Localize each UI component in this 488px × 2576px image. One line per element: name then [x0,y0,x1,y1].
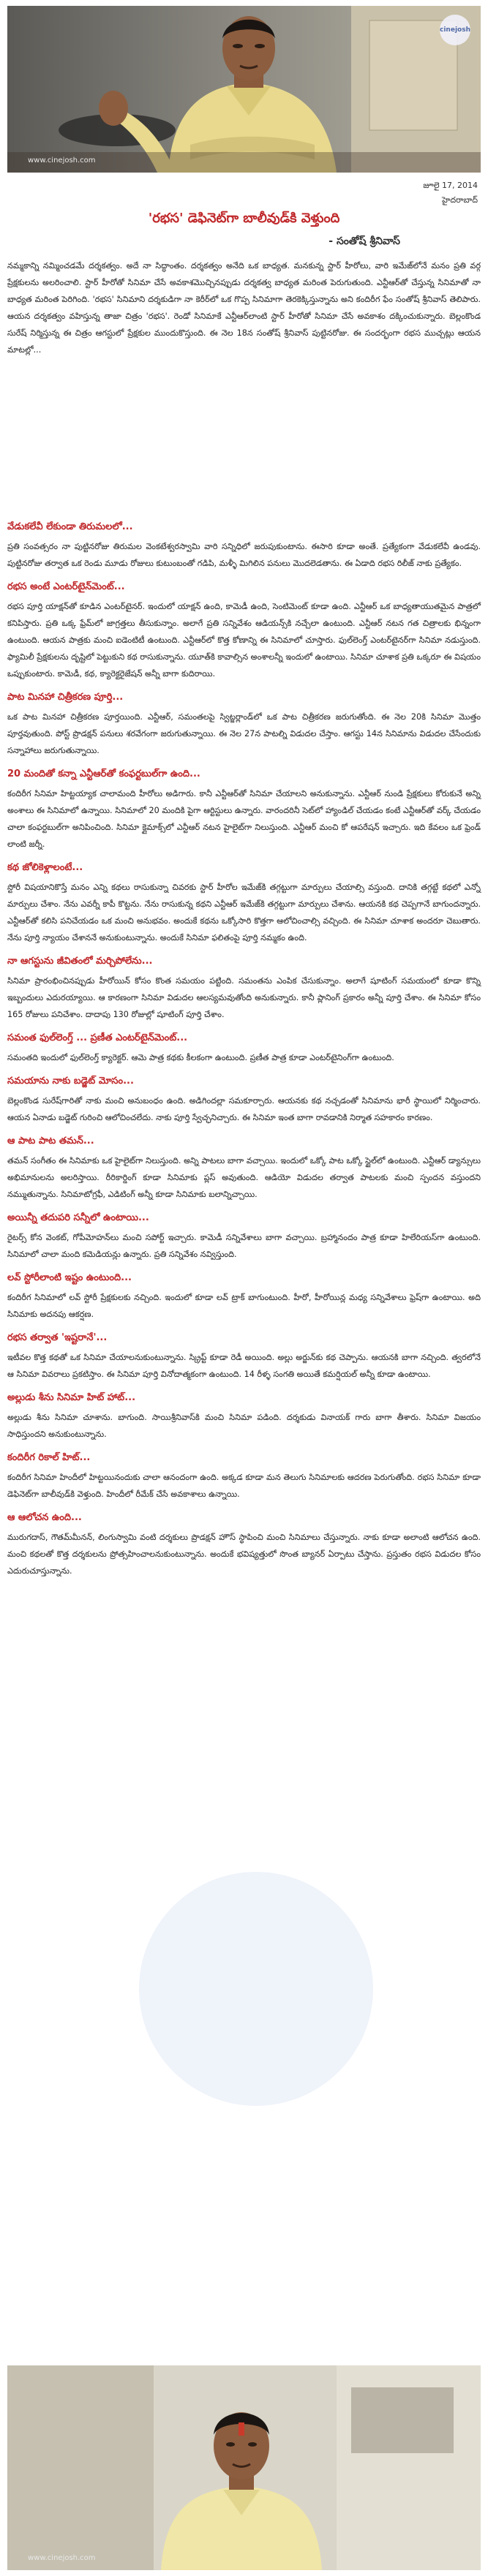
section-paragraph: తమన్ సంగీతం ఈ సినిమాకు ఒక హైలైట్‌గా నిలుస్తుంది. అన్ని పాటలు బాగా వచ్చాయి. ఇందులో ఒక్కో పాట ఒక్కో స్టైల్‌లో ఉంటుంది. ఎన్టీఆర్ డ్యాన్సులు అభిమానులను అలరిస్తాయి. రీరికార్డింగ్ కూడా సినిమాకు ప్లస్ అవుతుంది. ఆడియో విడుదల తర్వాత పాటలకు మంచి స్పందన వస్తుందని నమ్ముతున్నాను. సినిమాటోగ్రఫీ, ఎడిటింగ్ అన్నీ కూడా సినిమాకు బలాన్నిచ్చాయి. [7,1156,481,1199]
article-byline: - సంతోష్ శ్రీనివాస్ [329,235,400,247]
section-paragraph: రభస పూర్తి యాక్షన్‌తో కూడిన ఎంటర్‌టైనర్. ఇందులో యాక్షన్ ఉంది, కామెడీ ఉంది, సెంటిమెంట్ కూడా ఉంది. ఎన్టీఆర్ ఒక బాధ్యతాయుతమైన పాత్రలో కనిపిస్తారు. ప్రతి ఒక్క ఫ్రేమ్‌లో జాగ్రత్తలు తీసుకున్నాం. అలాగే ప్రతి సన్నివేశం ఆడియన్స్‌కి నచ్చేలా ఉంటుంది. ఎన్టీఆర్ నటన గత చిత్రాలకు భిన్నంగా ఉంటుంది. ఆయన పాత్రకు మంచి ఐడెంటిటీ ఉంటుంది. ఎన్టీఆర్‌లో కొత్త కోణాన్ని ఈ సినిమాలో చూస్తారు. ఫుల్‌లెంగ్త్ ఎంటర్‌టైనర్‌గా సినిమా నడుస్తుంది. ఫ్యామిలీ ప్రేక్షకులను దృష్టిలో పెట్టుకుని కథ రాసుకున్నాను. యూత్‌కి కావాల్సిన అంశాలన్నీ ఇందులో ఉంటాయి. సినిమా చూశాక ప్రతి ఒక్కరూ ఈ విషయం ఒప్పుకుంటారు. కామెడీ, కథ, క్యారెక్టరైజేషన్ అన్నీ బాగా కుదిరాయి. [7,602,481,679]
article-body [7,512,481,2490]
section-paragraph: స్టోరీ విషయానికొస్తే మనం ఎన్ని కథలు రాసుకున్నా చివరకు స్టార్ హీరోల ఇమేజ్‌కి తగ్గట్టుగా మార్పులు చేయాల్సి వస్తుంది. దానికి తగ్గట్టే కథలో ఎన్నో మార్పులు చేశాం. నేను ఎవర్నీ కాపీ కొట్టను. నేను రాసుకున్న కథని ఎన్టీఆర్ ఇమేజ్‌కి తగ్గట్టుగా మార్పులు చేశాను. ఆయనకి కథ చెప్పగానే బాగుందన్నారు. ఎన్టీఆర్‌తో కలిసి పనిచేయడం ఒక మంచి అనుభవం. అందుకే కథను ఒక్కోసారి కొత్తగా ఆలోచించాల్సి వచ్చింది. ఈ సినిమా చూశాక అందరూ చెబుతారు. నేను పూర్తి న్యాయం చేశాననే అనుకుంటున్నాను. అందుకే సినిమా ఫలితంపై పూర్తి నమ్మకం ఉంది. [7,883,481,943]
section-heading: సమంత ఫుల్‌లెంగ్త్ ... ప్రణీత ఎంటర్‌టైన్‌మెంట్... [7,1032,188,1043]
section-heading: రభస అంటే ఎంటర్‌టైన్‌మెంట్... [7,581,125,592]
section-paragraph: ఇటీవల కొత్త కథతో ఒక సినిమా చేయాలనుకుంటున్నాను. స్క్రిప్ట్ కూడా రెడీ అయింది. అల్లు అర్జున్‌కు కథ చెప్పాను. ఆయనకి బాగా నచ్చింది. త్వరలోనే ఆ సినిమా వివరాలు ప్రకటిస్తాం. ఈ సినిమా పూర్తి వినోదాత్మకంగా ఉంటుంది. 14 రీళ్ళ సంగతి అయితే కమర్షియల్ అన్నీ కూడా ఉంటాయి. [7,1353,481,1379]
director-photo-bottom-image [7,2365,481,2570]
section-heading: ఆ పాట పాట తమన్... [7,1136,94,1147]
section-paragraph: ఒక పాట మినహా చిత్రీకరణ పూర్తయింది. ఎన్టీఆర్, సమంతలపై స్విట్జర్లాండ్‌లో ఒక పాట చిత్రీకరణ జరుగుతోంది. ఈ నెల 20కి సినిమా మొత్తం పూర్తవుతుంది. పోస్ట్ ప్రొడక్షన్ పనులు శరవేగంగా జరుగుతున్నాయి. ఈ నెల 27న పాటల్ని విడుదల చేస్తాం. ఆగస్టు 14న సినిమాను విడుదల చేసేందుకు సన్నాహాలు జరుగుతున్నాయి. [7,712,481,755]
logo-mark-top [440,15,470,45]
section-heading: కందిరీగ రికాల్ హిట్... [7,1452,91,1463]
section-heading: రభస తర్వాత 'ఇష్టరానే'... [7,1332,108,1343]
section-paragraph: కందిరీగ సినిమా హిట్టయ్యాక చాలామంది హీరోలు అడిగారు. కానీ ఎన్టీఆర్‌తో సినిమా చేయాలని అనుకున్నాను. ఎన్టీఆర్ నుండి ప్రేక్షకులు కోరుకునే అన్ని అంశాలు ఈ సినిమాలో ఉన్నాయి. సినిమాలో 20 మందికి పైగా ఆర్టిస్టులు ఉన్నారు. వారందరినీ సెట్‌లో హ్యాండిల్ చేయడం కంటే ఎన్టీఆర్‌తో వర్క్ చేయడం చాలా కంఫర్టబుల్‌గా అనిపించింది. సినిమా క్లైమాక్స్‌లో ఎన్టీఆర్ నటన హైలైట్‌గా నిలుస్తుంది. ఎన్టీఆర్ మంచి కో ఆపరేషన్ ఇచ్చారు. ఇది కేవలం ఒక ఫ్రెండ్ లాంటి జర్నీ. [7,789,481,849]
section-heading: అల్లుడు శీను సినిమా హిట్ హాట్... [7,1392,136,1403]
date-place [423,178,478,208]
section-paragraph: సినిమా ప్రారంభించినప్పుడు హీరోయిన్‌ కోసం కొంత సమయం పట్టింది. సమంతను ఎంపిక చేసుకున్నాం. అలాగే షూటింగ్ సమయంలో కూడా కొన్ని ఇబ్బందులు ఎదురయ్యాయి. ఆ కారణంగా సినిమా విడుదల ఆలస్యమవుతోంది అనుకున్నారు. కానీ ప్లానింగ్ ప్రకారం అన్నీ పూర్తి చేశాం. ఈ సినిమా కోసం 165 రోజులు పనిచేశాం. దాదాపు 130 రోజుల్లో షూటింగ్ పూర్తి చేశాం. [7,976,481,1019]
section-paragraph: సమంతది ఇందులో ఫుల్‌లెంగ్త్ క్యారెక్టర్. ఆమె పాత్ర కథకు కీలకంగా ఉంటుంది. ప్రణీత పాత్ర కూడా ఎంటర్‌టైనింగ్‌గా ఉంటుంది. [7,1053,394,1062]
intro-paragraph: నమ్మకాన్ని నమ్మించడమే దర్శకత్వం. అదే నా సిద్ధాంతం. దర్శకత్వం అనేది ఒక బాధ్యత. మనకున్న స్టార్ హీరోలు, వారి ఇమేజ్‌లోనే మనం ప్రతి వర్గ ప్రేక్షకులను అలరించాలి. స్టార్ హీరోతో సినిమా చేసే అవకాశమొచ్చినప్పుడు దర్శకత్వ బాధ్యత మరింత పెరుగుతుంది. ఎన్టీఆర్‌తో చేస్తున్న సినిమాతో నా బాధ్యత మరింత పెరిగింది. 'రభస' సినిమాని దర్శకుడిగా నా కెరీర్‌లో ఒక గొప్ప సినిమాగా తెరకెక్కిస్తున్నాను అని కందిరీగ ఫేం సంతోష్ శ్రీనివాస్ తెలిపారు. ఆయన దర్శకత్వం వహిస్తున్న తాజా చిత్రం 'రభస'. రెండో సినిమాకే ఎన్టీఆర్‌లాంటి స్టార్ హీరోతో సినిమా చేసే అవకాశం దక్కించుకున్నారు. బెల్లంకొండ సురేష్ నిర్మిస్తున్న ఈ చిత్రం ఆగస్టులో ప్రేక్షకుల ముందుకొస్తుంది. ఈ నెల 18న సంతోష్ శ్రీనివాస్ పుట్టినరోజు. ఈ సందర్భంగా రభస ముచ్చట్లు ఆయన మాటల్లో... [7,261,481,355]
director-photo-top-image [7,6,481,173]
section-paragraph: బెల్లంకొండ సురేష్‌గారితో నాకు మంచి అనుబంధం ఉంది. అడిగిందల్లా సమకూర్చారు. ఆయనకు కథ నచ్చడంతో సినిమాను భారీ స్థాయిలో నిర్మించారు. ఆయన ఏనాడు బడ్జెట్ గురించి ఆలోచించలేదు. నాకు పూర్తి స్వేచ్ఛనిచ్చారు. ఈ సినిమా ఇంత బాగా రావడానికి నిర్మాత సహకారం కారణం. [7,1096,481,1122]
watermark-bottom: www.cinejosh.com [28,2554,96,2562]
section-heading: సమయాను నాకు బడ్జెట్ మోసం... [7,1076,134,1087]
background-logo-watermark [139,1872,373,2106]
section-heading: నా ఆగస్టును జీవితంలో మర్చిపోలేను... [7,956,153,967]
section-paragraph: ప్రతి సంవత్సరం నా పుట్టినరోజు తిరుమల వెంకటేశ్వరస్వామి వారి సన్నిధిలో జరుపుకుంటాను. ఈసారి కూడా అంతే. ప్రత్యేకంగా వేడుకలేవీ ఉండవు. పుట్టినరోజు తర్వాత ఒక రెండు మూడు రోజులు కుటుంబంతో గడిపి, మళ్ళీ మిగిలిన పనులు మొదలెడతాను. ఈ ఏడాది రభస రిలీజ్ నాకు ప్రత్యేకం. [7,542,481,568]
section-paragraph: కందిరీగ సినిమా హిందీలో హిట్టయినందుకు చాలా ఆనందంగా ఉంది. అక్కడ కూడా మన తెలుగు సినిమాలకు ఆదరణ పెరుగుతోంది. రభస సినిమా కూడా డెఫినెట్‌గా బాలీవుడ్‌కి వెళ్తుంది. హిందీలో రీమేక్ చేసే అవకాశాలు ఉన్నాయి. [7,1473,481,1499]
cinejosh-logo-icon: cinejosh [440,26,470,34]
article-headline: 'రభస' డెఫినెట్‌గా బాలీవుడ్‌కి వెళ్తుంది [148,211,340,226]
article-date: జూలై 17, 2014 [423,181,478,190]
article-place: హైదరాబాద్ [442,195,478,205]
section-heading: కథ జోలికెళ్లాలంటే... [7,862,83,873]
section-paragraph: అల్లుడు శీను సినిమా చూశాను. బాగుంది. సాయిశ్రీనివాస్‌కి మంచి సినిమా పడింది. దర్శకుడు వినాయక్ గారు బాగా తీశారు. సినిమా విజయం సాధిస్తుందని అనుకుంటున్నాను. [7,1413,481,1439]
director-photo-bottom [7,2365,481,2570]
section-heading: ఆ ఆలోచన ఉంది... [7,1512,82,1523]
section-heading: అయిన్నీ తదుపరి సన్నీలో ఉంటాయి... [7,1212,149,1223]
section-heading: లవ్ స్టోరీలాంటి ఇష్టం ఉంటుంది... [7,1272,132,1283]
watermark-top: www.cinejosh.com [28,156,96,165]
section-heading: పాట మినహా చిత్రీకరణ పూర్తి... [7,692,124,703]
section-paragraph: కందిరీగ సినిమాలో లవ్ స్టోరీ ప్రేక్షకులకు నచ్చింది. ఇందులో కూడా లవ్ ట్రాక్ బాగుంటుంది. హీరో, హీరోయిన్ల మధ్య సన్నివేశాలు ఫ్రెష్‌గా ఉంటాయి. అది సినిమాకు అదనపు ఆకర్షణ. [7,1293,481,1319]
director-photo-top [7,6,481,173]
intro-paragraph-wrap [7,256,481,364]
section-paragraph: రైటర్స్ కోన వెంకట్, గోపీమోహన్‌లు మంచి సపోర్ట్ ఇచ్చారు. కామెడీ సన్నివేశాలు బాగా వచ్చాయి. బ్రహ్మానందం పాత్ర కూడా హిలేరియస్‌గా ఉంటుంది. సినిమాలో చాలా మంది కమెడియన్లు ఉన్నారు. ప్రతి సన్నివేశం నవ్విస్తుంది. [7,1233,481,1259]
section-heading: వేడుకలేవీ లేకుండా తిరుమలలో... [7,521,133,532]
section-paragraph: మురుగదాస్, గౌతమ్‌మీనన్, లింగుస్వామి వంటి దర్శకులు ప్రొడక్షన్ హౌస్ స్థాపించి మంచి సినిమాలు చేస్తున్నారు. నాకు కూడా అలాంటి ఆలోచన ఉంది. మంచి కథలతో కొత్త దర్శకులను ప్రోత్సహించాలనుకుంటున్నాను. అందుకే భవిష్యత్తులో సొంత బ్యానర్ ఏర్పాటు చేస్తాను. ప్రస్తుతం రభస విడుదల కోసం ఎదురుచూస్తున్నాను. [7,1533,481,1576]
section-heading: 20 మందితో కన్నా ఎన్టీఆర్‌తో కంఫర్టబుల్‌గా ఉంది... [7,768,200,779]
